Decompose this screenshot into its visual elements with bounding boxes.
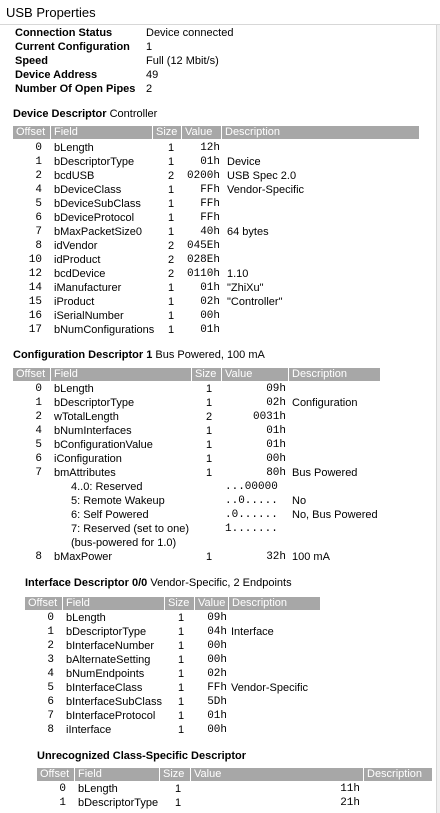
row-size: 1 bbox=[168, 142, 175, 154]
row-offset: 14 bbox=[28, 282, 42, 294]
row-offset: 2 bbox=[35, 411, 42, 423]
row-size: 1 bbox=[168, 198, 175, 210]
row-field: bInterfaceProtocol bbox=[66, 710, 156, 722]
row-value: 80h bbox=[266, 467, 286, 479]
row-field: bLength bbox=[54, 142, 94, 154]
row-field: bAlternateSetting bbox=[66, 654, 151, 666]
row-description: Device bbox=[227, 156, 261, 168]
row-offset: 0 bbox=[59, 783, 66, 795]
row-field: bLength bbox=[54, 383, 94, 395]
row-field: bInterfaceClass bbox=[66, 682, 143, 694]
row-field: bDescriptorType bbox=[78, 797, 159, 809]
col-size[interactable]: Size bbox=[160, 768, 191, 781]
window-titlebar bbox=[0, 0, 440, 25]
section-subtitle: Bus Powered, 100 mA bbox=[155, 349, 265, 361]
row-offset: 2 bbox=[35, 170, 42, 182]
row-value: 12h bbox=[200, 142, 220, 154]
summary-value: Device connected bbox=[146, 27, 234, 39]
row-value: 01h bbox=[266, 425, 286, 437]
row-field: bDescriptorType bbox=[54, 156, 135, 168]
row-field: bDescriptorType bbox=[66, 626, 147, 638]
unrecognized-table-header bbox=[37, 768, 432, 781]
summary-label: Device Address bbox=[15, 69, 98, 81]
row-description: Vendor-Specific bbox=[227, 184, 305, 196]
row-size: 1 bbox=[168, 324, 175, 336]
row-value: 00h bbox=[266, 453, 286, 465]
col-value[interactable]: Value bbox=[182, 126, 222, 139]
row-size: 1 bbox=[178, 682, 185, 694]
row-offset: 5 bbox=[35, 198, 42, 210]
row-field: bNumConfigurations bbox=[54, 324, 155, 336]
bit-label: 7: Reserved (set to one) bbox=[71, 523, 190, 535]
row-field: bMaxPower bbox=[54, 551, 113, 563]
row-size: 1 bbox=[206, 551, 213, 563]
row-size: 1 bbox=[168, 226, 175, 238]
row-value: 00h bbox=[207, 640, 227, 652]
row-field: bConfigurationValue bbox=[54, 439, 153, 451]
row-offset: 6 bbox=[47, 696, 54, 708]
row-value: 5Dh bbox=[207, 696, 227, 708]
row-offset: 4 bbox=[35, 184, 42, 196]
bit-label: 5: Remote Wakeup bbox=[71, 495, 165, 507]
row-size: 1 bbox=[206, 397, 213, 409]
row-field: idVendor bbox=[54, 240, 98, 252]
row-size: 1 bbox=[178, 654, 185, 666]
row-field: bInterfaceNumber bbox=[66, 640, 155, 652]
summary-value: 1 bbox=[146, 41, 153, 53]
row-offset: 7 bbox=[47, 710, 54, 722]
row-offset: 7 bbox=[35, 226, 42, 238]
row-size: 1 bbox=[206, 467, 213, 479]
row-field: bInterfaceSubClass bbox=[66, 696, 162, 708]
row-description: Interface bbox=[231, 626, 274, 638]
col-offset[interactable]: Offset bbox=[13, 368, 51, 381]
interface-descriptor-heading bbox=[25, 577, 292, 589]
row-value: 02h bbox=[207, 668, 227, 680]
row-offset: 3 bbox=[47, 654, 54, 666]
row-value: 01h bbox=[200, 156, 220, 168]
row-value: 21h bbox=[340, 797, 360, 809]
row-offset: 1 bbox=[47, 626, 54, 638]
row-description: Bus Powered bbox=[292, 467, 358, 479]
row-field: bLength bbox=[66, 612, 106, 624]
row-description: Vendor-Specific bbox=[231, 682, 309, 694]
device-descriptor-heading bbox=[13, 108, 157, 120]
summary-label: Number Of Open Pipes bbox=[15, 83, 136, 95]
row-value: 09h bbox=[207, 612, 227, 624]
col-offset[interactable]: Offset bbox=[37, 768, 75, 781]
window-title: USB Properties bbox=[6, 5, 96, 20]
row-size: 1 bbox=[178, 668, 185, 680]
col-description[interactable]: Description bbox=[292, 368, 348, 380]
row-size: 1 bbox=[178, 696, 185, 708]
row-description: 100 mA bbox=[292, 551, 330, 563]
row-size: 1 bbox=[168, 212, 175, 224]
row-field: bNumEndpoints bbox=[66, 668, 145, 680]
row-offset: 15 bbox=[28, 296, 42, 308]
row-offset: 1 bbox=[35, 156, 42, 168]
row-value: 045Eh bbox=[186, 240, 220, 252]
row-size: 1 bbox=[206, 425, 213, 437]
config-table-header bbox=[13, 368, 380, 381]
pane-border bbox=[436, 25, 440, 813]
row-size: 2 bbox=[168, 240, 175, 252]
col-size[interactable]: Size bbox=[165, 597, 195, 610]
bit-value: 1....... bbox=[225, 523, 278, 535]
row-value: 04h bbox=[207, 626, 227, 638]
section-title: Device Descriptor bbox=[13, 108, 107, 120]
row-offset: 6 bbox=[35, 212, 42, 224]
row-value: 40h bbox=[200, 226, 220, 238]
row-field: iSerialNumber bbox=[54, 310, 124, 322]
row-offset: 5 bbox=[35, 439, 42, 451]
row-description: 1.10 bbox=[227, 268, 249, 280]
row-field: bDeviceSubClass bbox=[54, 198, 141, 210]
bit-value: .0...... bbox=[225, 509, 278, 521]
row-value: 028Eh bbox=[186, 254, 220, 266]
row-value: 00h bbox=[200, 310, 220, 322]
row-offset: 0 bbox=[35, 142, 42, 154]
row-field: bmAttributes bbox=[54, 467, 116, 479]
col-value[interactable]: Value bbox=[195, 597, 229, 610]
row-offset: 0 bbox=[35, 383, 42, 395]
row-description: "Controller" bbox=[227, 296, 283, 308]
row-value: 0200h bbox=[186, 170, 220, 182]
row-size: 2 bbox=[206, 411, 213, 423]
bit-description: No, Bus Powered bbox=[292, 509, 378, 521]
row-size: 2 bbox=[168, 170, 175, 182]
row-value: FFh bbox=[200, 198, 220, 210]
section-subtitle: Vendor-Specific, 2 Endpoints bbox=[150, 577, 292, 589]
col-field[interactable]: Field bbox=[75, 768, 160, 781]
row-value: 0110h bbox=[186, 268, 220, 280]
row-field: bDeviceProtocol bbox=[54, 212, 135, 224]
row-offset: 5 bbox=[47, 682, 54, 694]
row-value: 09h bbox=[266, 383, 286, 395]
row-offset: 8 bbox=[35, 551, 42, 563]
section-title: Configuration Descriptor 1 bbox=[13, 349, 153, 361]
row-offset: 4 bbox=[35, 425, 42, 437]
row-size: 1 bbox=[178, 640, 185, 652]
row-offset: 0 bbox=[47, 612, 54, 624]
row-field: bNumInterfaces bbox=[54, 425, 132, 437]
section-title: Interface Descriptor 0/0 bbox=[25, 577, 148, 589]
row-offset: 10 bbox=[28, 254, 42, 266]
row-size: 1 bbox=[206, 383, 213, 395]
summary-label: Current Configuration bbox=[15, 41, 130, 53]
bit-value: ..0..... bbox=[225, 495, 278, 507]
row-value: 11h bbox=[340, 783, 360, 795]
bit-label: 4..0: Reserved bbox=[71, 481, 143, 493]
row-value: 32h bbox=[266, 551, 286, 563]
row-value: FFh bbox=[200, 212, 220, 224]
col-field[interactable]: Field bbox=[63, 597, 165, 610]
col-description[interactable]: Description bbox=[367, 768, 423, 780]
row-field: bDeviceClass bbox=[54, 184, 122, 196]
col-offset[interactable]: Offset bbox=[13, 126, 51, 139]
summary-value: Full (12 Mbit/s) bbox=[146, 55, 219, 67]
row-size: 1 bbox=[178, 612, 185, 624]
row-size: 1 bbox=[168, 156, 175, 168]
row-size: 1 bbox=[168, 282, 175, 294]
row-size: 1 bbox=[178, 724, 185, 736]
interface-table-header bbox=[25, 597, 320, 610]
col-description[interactable]: Description bbox=[232, 597, 288, 609]
section-subtitle: Controller bbox=[109, 108, 158, 120]
col-size[interactable]: Size bbox=[192, 368, 222, 381]
row-size: 2 bbox=[168, 254, 175, 266]
col-field[interactable]: Field bbox=[51, 368, 192, 381]
row-size: 1 bbox=[206, 453, 213, 465]
row-size: 1 bbox=[178, 710, 185, 722]
summary-label: Connection Status bbox=[15, 27, 113, 39]
row-value: 02h bbox=[200, 296, 220, 308]
row-offset: 17 bbox=[28, 324, 42, 336]
row-offset: 8 bbox=[47, 724, 54, 736]
row-value: 01h bbox=[266, 439, 286, 451]
bit-description: No bbox=[292, 495, 307, 507]
row-field: bDescriptorType bbox=[54, 397, 135, 409]
bit-label: (bus-powered for 1.0) bbox=[71, 537, 177, 549]
row-offset: 16 bbox=[28, 310, 42, 322]
row-offset: 12 bbox=[28, 268, 42, 280]
col-value[interactable]: Value bbox=[191, 768, 364, 781]
row-value: 02h bbox=[266, 397, 286, 409]
row-value: 01h bbox=[207, 710, 227, 722]
row-field: bcdUSB bbox=[54, 170, 95, 182]
row-field: bMaxPacketSize0 bbox=[54, 226, 143, 238]
row-value: 00h bbox=[207, 724, 227, 736]
row-field: wTotalLength bbox=[54, 411, 119, 423]
row-value: 00h bbox=[207, 654, 227, 666]
row-field: idProduct bbox=[54, 254, 101, 266]
row-field: bcdDevice bbox=[54, 268, 106, 280]
row-offset: 4 bbox=[47, 668, 54, 680]
col-offset[interactable]: Offset bbox=[25, 597, 63, 610]
summary-value: 2 bbox=[146, 83, 153, 95]
row-offset: 7 bbox=[35, 467, 42, 479]
row-field: iInterface bbox=[66, 724, 112, 736]
summary-label: Speed bbox=[15, 55, 49, 67]
row-offset: 8 bbox=[35, 240, 42, 252]
row-offset: 6 bbox=[35, 453, 42, 465]
device-table-header bbox=[13, 126, 419, 139]
row-value: FFh bbox=[200, 184, 220, 196]
row-field: bLength bbox=[78, 783, 118, 795]
row-value: 01h bbox=[200, 324, 220, 336]
col-size[interactable]: Size bbox=[153, 126, 182, 139]
row-offset: 2 bbox=[47, 640, 54, 652]
row-offset: 1 bbox=[35, 397, 42, 409]
bit-value: ...00000 bbox=[225, 481, 278, 493]
row-description: 64 bytes bbox=[227, 226, 269, 238]
row-offset: 1 bbox=[59, 797, 66, 809]
row-size: 1 bbox=[206, 439, 213, 451]
bit-label: 6: Self Powered bbox=[71, 509, 149, 521]
row-description: USB Spec 2.0 bbox=[227, 170, 297, 182]
row-value: FFh bbox=[207, 682, 227, 694]
row-description: Configuration bbox=[292, 397, 358, 409]
row-size: 1 bbox=[178, 626, 185, 638]
row-value: 0031h bbox=[252, 411, 286, 423]
col-description[interactable]: Description bbox=[225, 126, 281, 138]
col-value[interactable]: Value bbox=[222, 368, 289, 381]
summary-value: 49 bbox=[146, 69, 159, 81]
row-size: 1 bbox=[168, 310, 175, 322]
row-size: 2 bbox=[168, 268, 175, 280]
row-size: 1 bbox=[168, 184, 175, 196]
row-size: 1 bbox=[168, 296, 175, 308]
row-size: 1 bbox=[175, 783, 182, 795]
unrecognized-descriptor-heading: Unrecognized Class-Specific Descriptor bbox=[37, 750, 247, 762]
config-descriptor-heading bbox=[13, 349, 265, 361]
row-field: iProduct bbox=[54, 296, 95, 308]
properties-pane[interactable] bbox=[0, 25, 436, 813]
row-description: "ZhiXu" bbox=[227, 282, 264, 294]
row-value: 01h bbox=[200, 282, 220, 294]
row-size: 1 bbox=[175, 797, 182, 809]
row-field: iManufacturer bbox=[54, 282, 122, 294]
row-field: iConfiguration bbox=[54, 453, 122, 465]
col-field[interactable]: Field bbox=[51, 126, 153, 139]
